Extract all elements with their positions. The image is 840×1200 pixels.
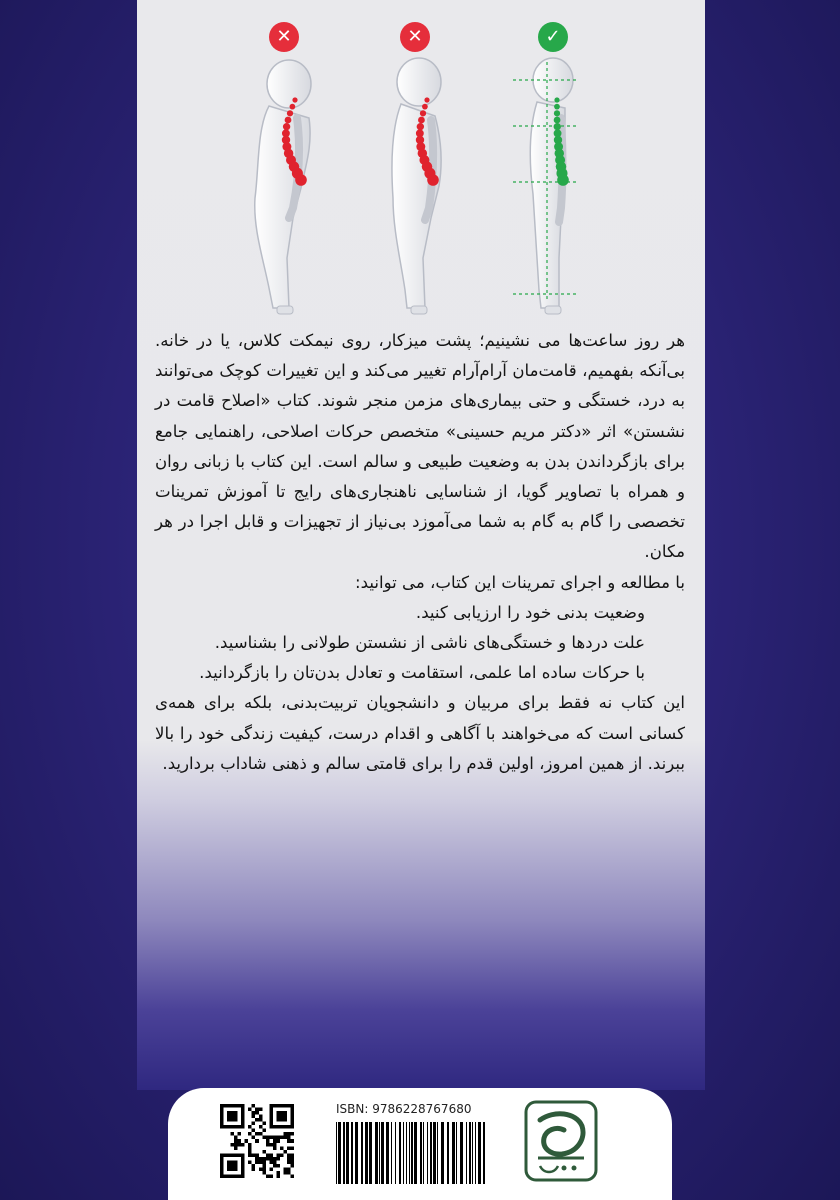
spine-dot [554,104,560,110]
check-icon: ✓ [538,22,568,52]
benefit-item: با حرکات ساده اما علمی، استقامت و تعادل بدن‌تان را بازگردانید. [199,663,645,683]
spine-dot [417,123,424,130]
spine-dot [287,110,293,116]
spine-dot [422,104,428,110]
benefit-item: وضعیت بدنی خود را ارزیابی کنید. [415,602,645,622]
back-cover-panel [137,0,705,1090]
slouched-figure-1 [255,60,311,314]
cross-icon: ✕ [400,22,430,52]
spine-dot [557,174,569,186]
spine-dot [554,123,561,130]
spine-dot [554,97,559,102]
spine-dot [424,97,429,102]
spine-dot [418,117,425,124]
description-text [155,326,685,779]
qr-code-icon [220,1104,294,1178]
publisher-logo [524,1100,598,1182]
description-paragraph: هر روز ساعت‌ها می نشینیم؛ پشت میزکار، روی نیمکت کلاس، یا در خانه. بی‌آنکه بفهمیم، قامت‌مان آرام‌آرام تغییر می‌کند و این تغییرات کوچک می‌توانند به درد، خستگی و حتی بیماری‌های مزمن منجر شوند. کتاب «اصلاح قامت در نشستن» اثر «دکتر مریم حسینی» متخصص حرکات اصلاحی، راهنمایی جامع برای بازگرداندن بدن به وضعیت طبیعی و سالم است. این کتاب با زبانی روان و همراه با تصاویر گویا، از شناسایی ناهنجاری‌های رایج تا آموزش تمرینات تخصصی را گام به گام به شما می‌آموزد بی‌نیاز از تجهیزات و قابل اجرا در هر مکان. [155,331,685,562]
spine-dot [427,174,439,186]
benefit-item: علت دردها و خستگی‌های ناشی از نشستن طولانی را بشناسید. [214,633,645,653]
spine-dot [554,110,560,116]
correct-figure [513,58,577,314]
footer-strip [168,1088,672,1200]
spine-dot [292,97,297,102]
spine-dot [420,110,426,116]
intro-line: با مطالعه و اجرای تمرینات این کتاب، می توانید: [355,572,685,592]
spine-dot [290,104,296,110]
cross-icon: ✕ [269,22,299,52]
posture-illustration [137,0,705,330]
spine-dot [295,174,307,186]
closing-paragraph: این کتاب نه فقط برای مربیان و دانشجویان تربیت‌بدنی، بلکه برای همه‌ی کسانی است که می‌خواهند با آگاهی و اقدام درست، کیفیت زندگی خود را بالا ببرند. از همین امروز، اولین قدم را برای قامتی سالم و ذهنی شاداب بردارید. [155,693,685,773]
spine-dot [285,117,292,124]
spine-dot [283,123,290,130]
posture-figures [137,0,705,330]
slouched-figure-2 [392,58,441,314]
spine-dot [554,117,561,124]
isbn-label: ISBN: 9786228767680 [336,1102,472,1116]
barcode-icon [334,1122,488,1184]
